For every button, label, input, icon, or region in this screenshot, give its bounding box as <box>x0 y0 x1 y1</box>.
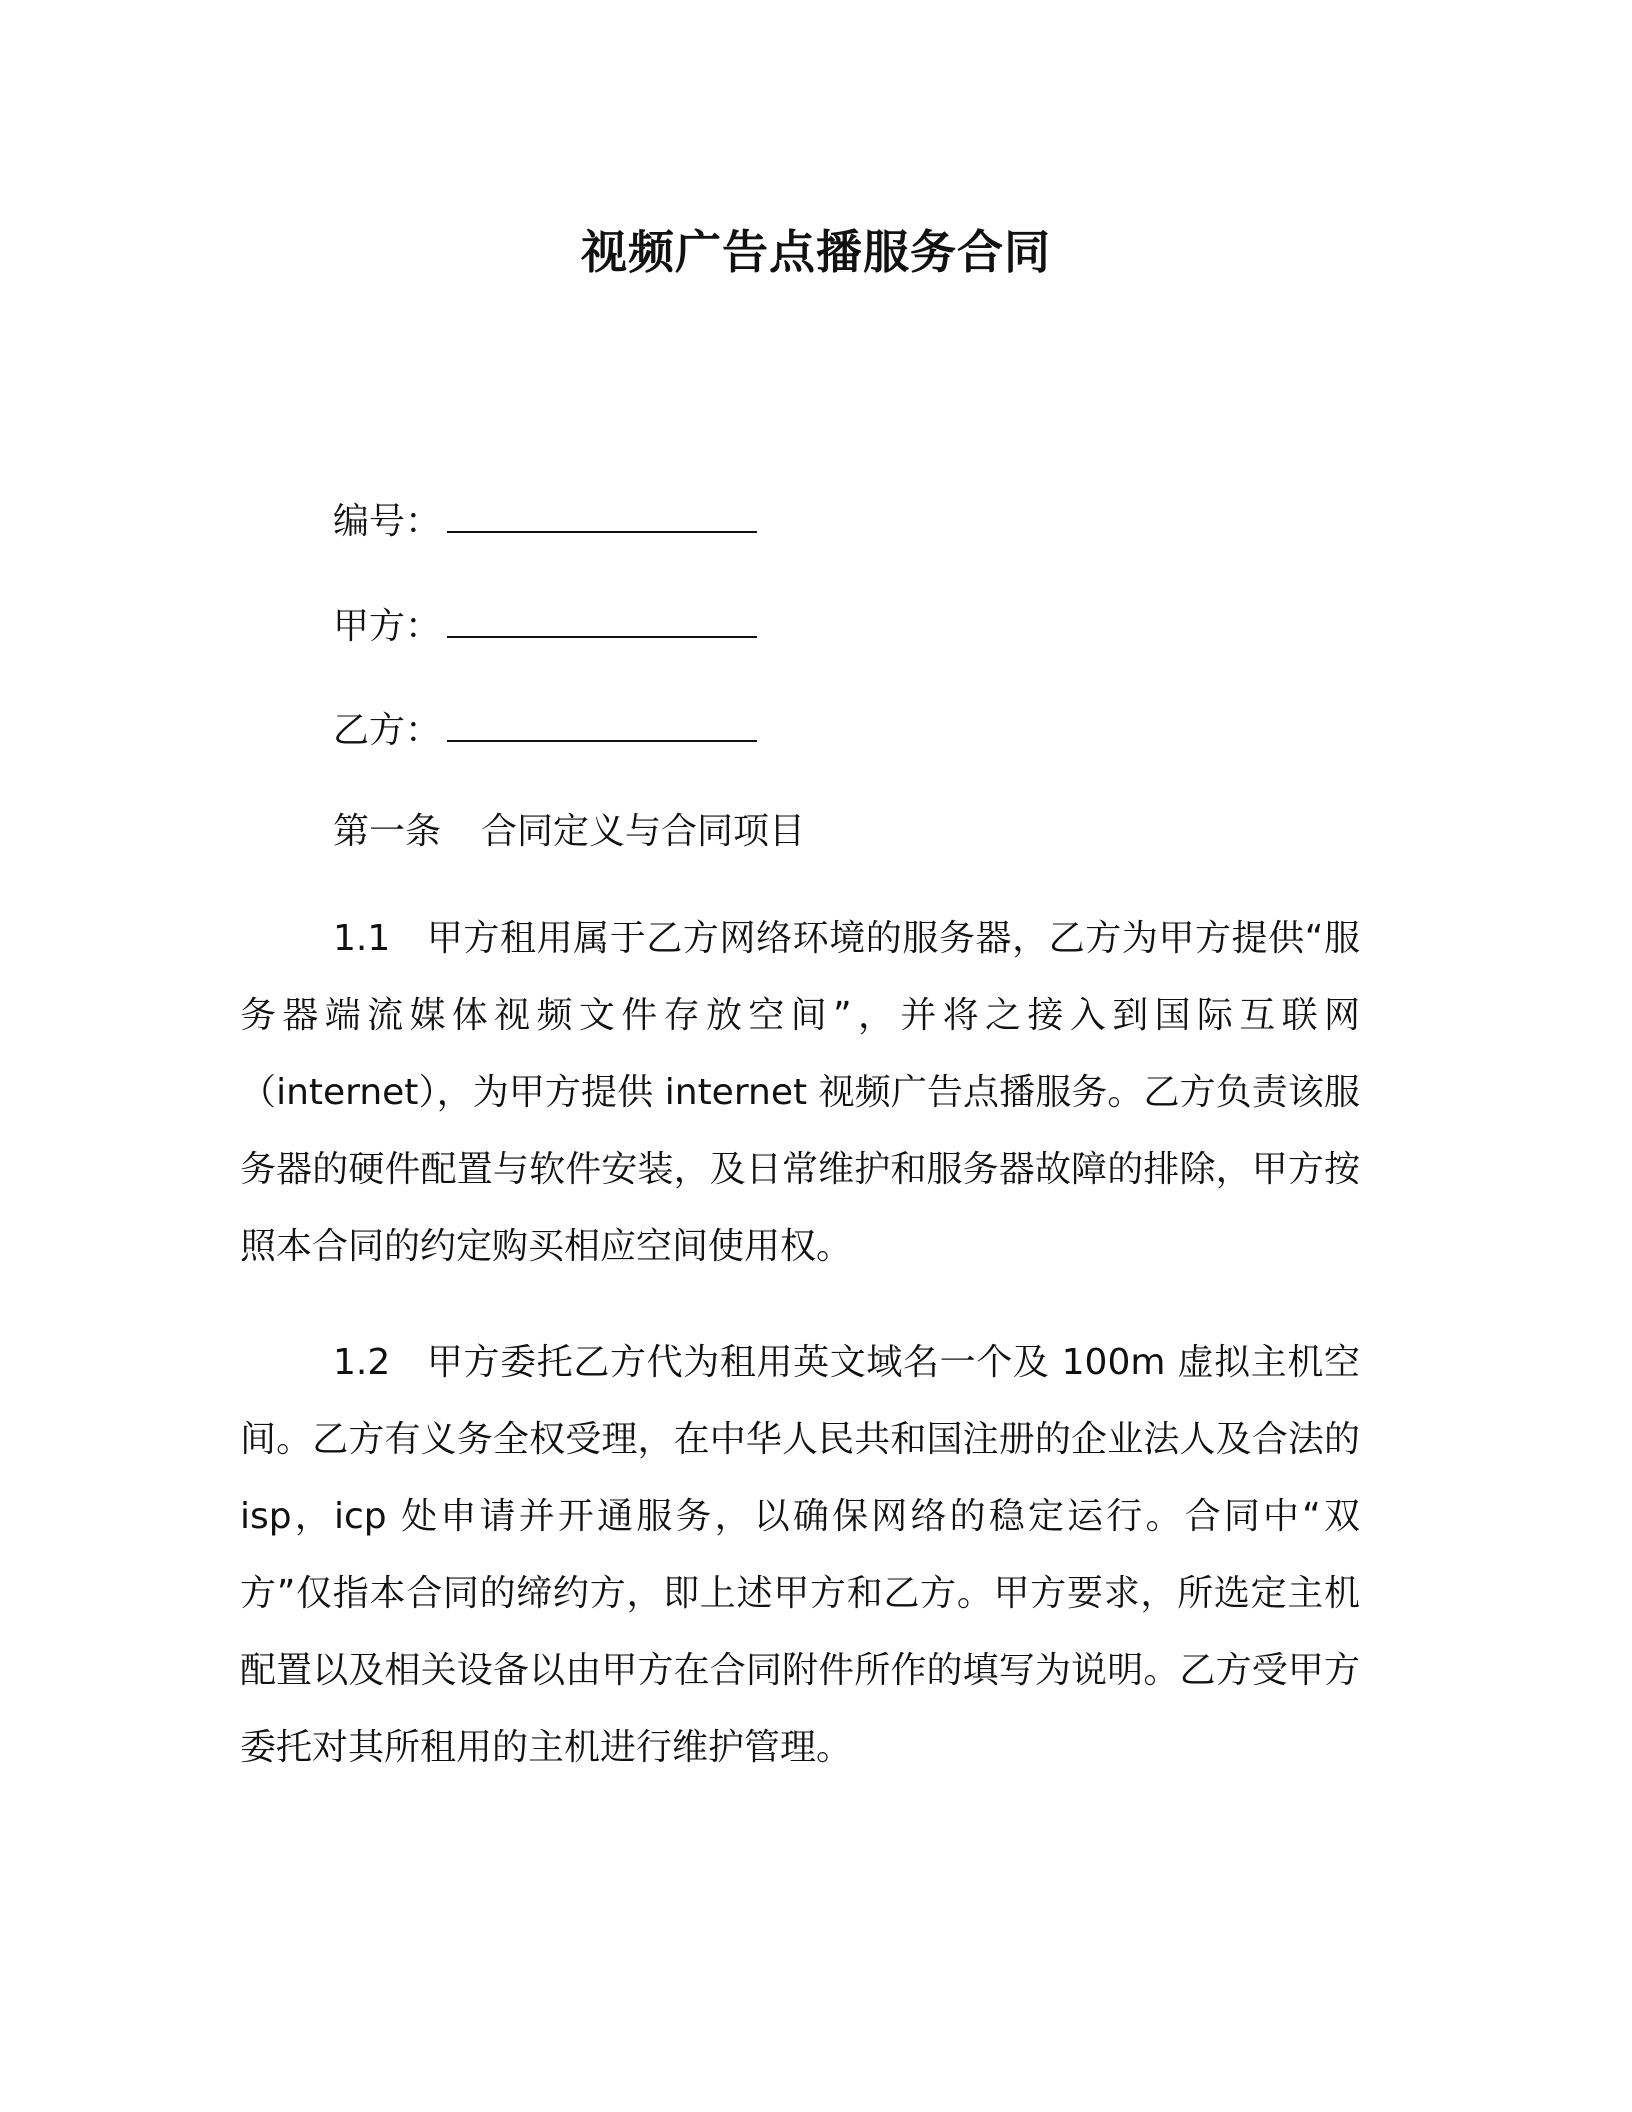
party-a-label: 甲方： <box>333 606 442 647</box>
article-title: 合同定义与合同项目 <box>481 811 806 852</box>
article-heading <box>333 808 805 856</box>
contract-number-label: 编号： <box>333 501 442 542</box>
clause-1-2 <box>240 1324 1360 1786</box>
clause-1-1 <box>240 900 1360 1285</box>
contract-number-field <box>333 498 757 546</box>
party-a-blank <box>447 606 757 638</box>
clause-1-1-number: 1.1 <box>333 918 391 959</box>
clause-1-2-text: 甲方委托乙方代为租用英文域名一个及 100m 虚拟主机空间。乙方有义务全权受理，在中华人民共和国注册的企业法人及合法的 isp，icp 处申请并开通服务，以确保网络的稳定运行。合同中“双方”仅指本合同的缔约方，即上述甲方和乙方。甲方要求，所选定主机配置以及相关设备以由甲方在合同附件所作的填写为说明。乙方受甲方委托对其所租用的主机进行维护管理。 <box>240 1342 1360 1768</box>
clause-1-2-number: 1.2 <box>333 1342 391 1383</box>
party-b-blank <box>447 710 757 742</box>
document-title: 视频广告点播服务合同 <box>581 225 1051 279</box>
party-b-label: 乙方： <box>333 710 442 751</box>
contract-number-blank <box>447 501 757 533</box>
party-a-field <box>333 603 757 651</box>
article-number: 第一条 <box>333 811 442 852</box>
party-b-field <box>333 707 757 755</box>
clause-1-1-text: 甲方租用属于乙方网络环境的服务器，乙方为甲方提供“服务器端流媒体视频文件存放空间”，并将之接入到国际互联网（internet），为甲方提供 internet 视频广告点播服务。乙方负责该服务器的硬件配置与软件安装，及日常维护和服务器故障的排除，甲方按照本合同的约定购买相应空间使用权。 <box>240 918 1360 1267</box>
